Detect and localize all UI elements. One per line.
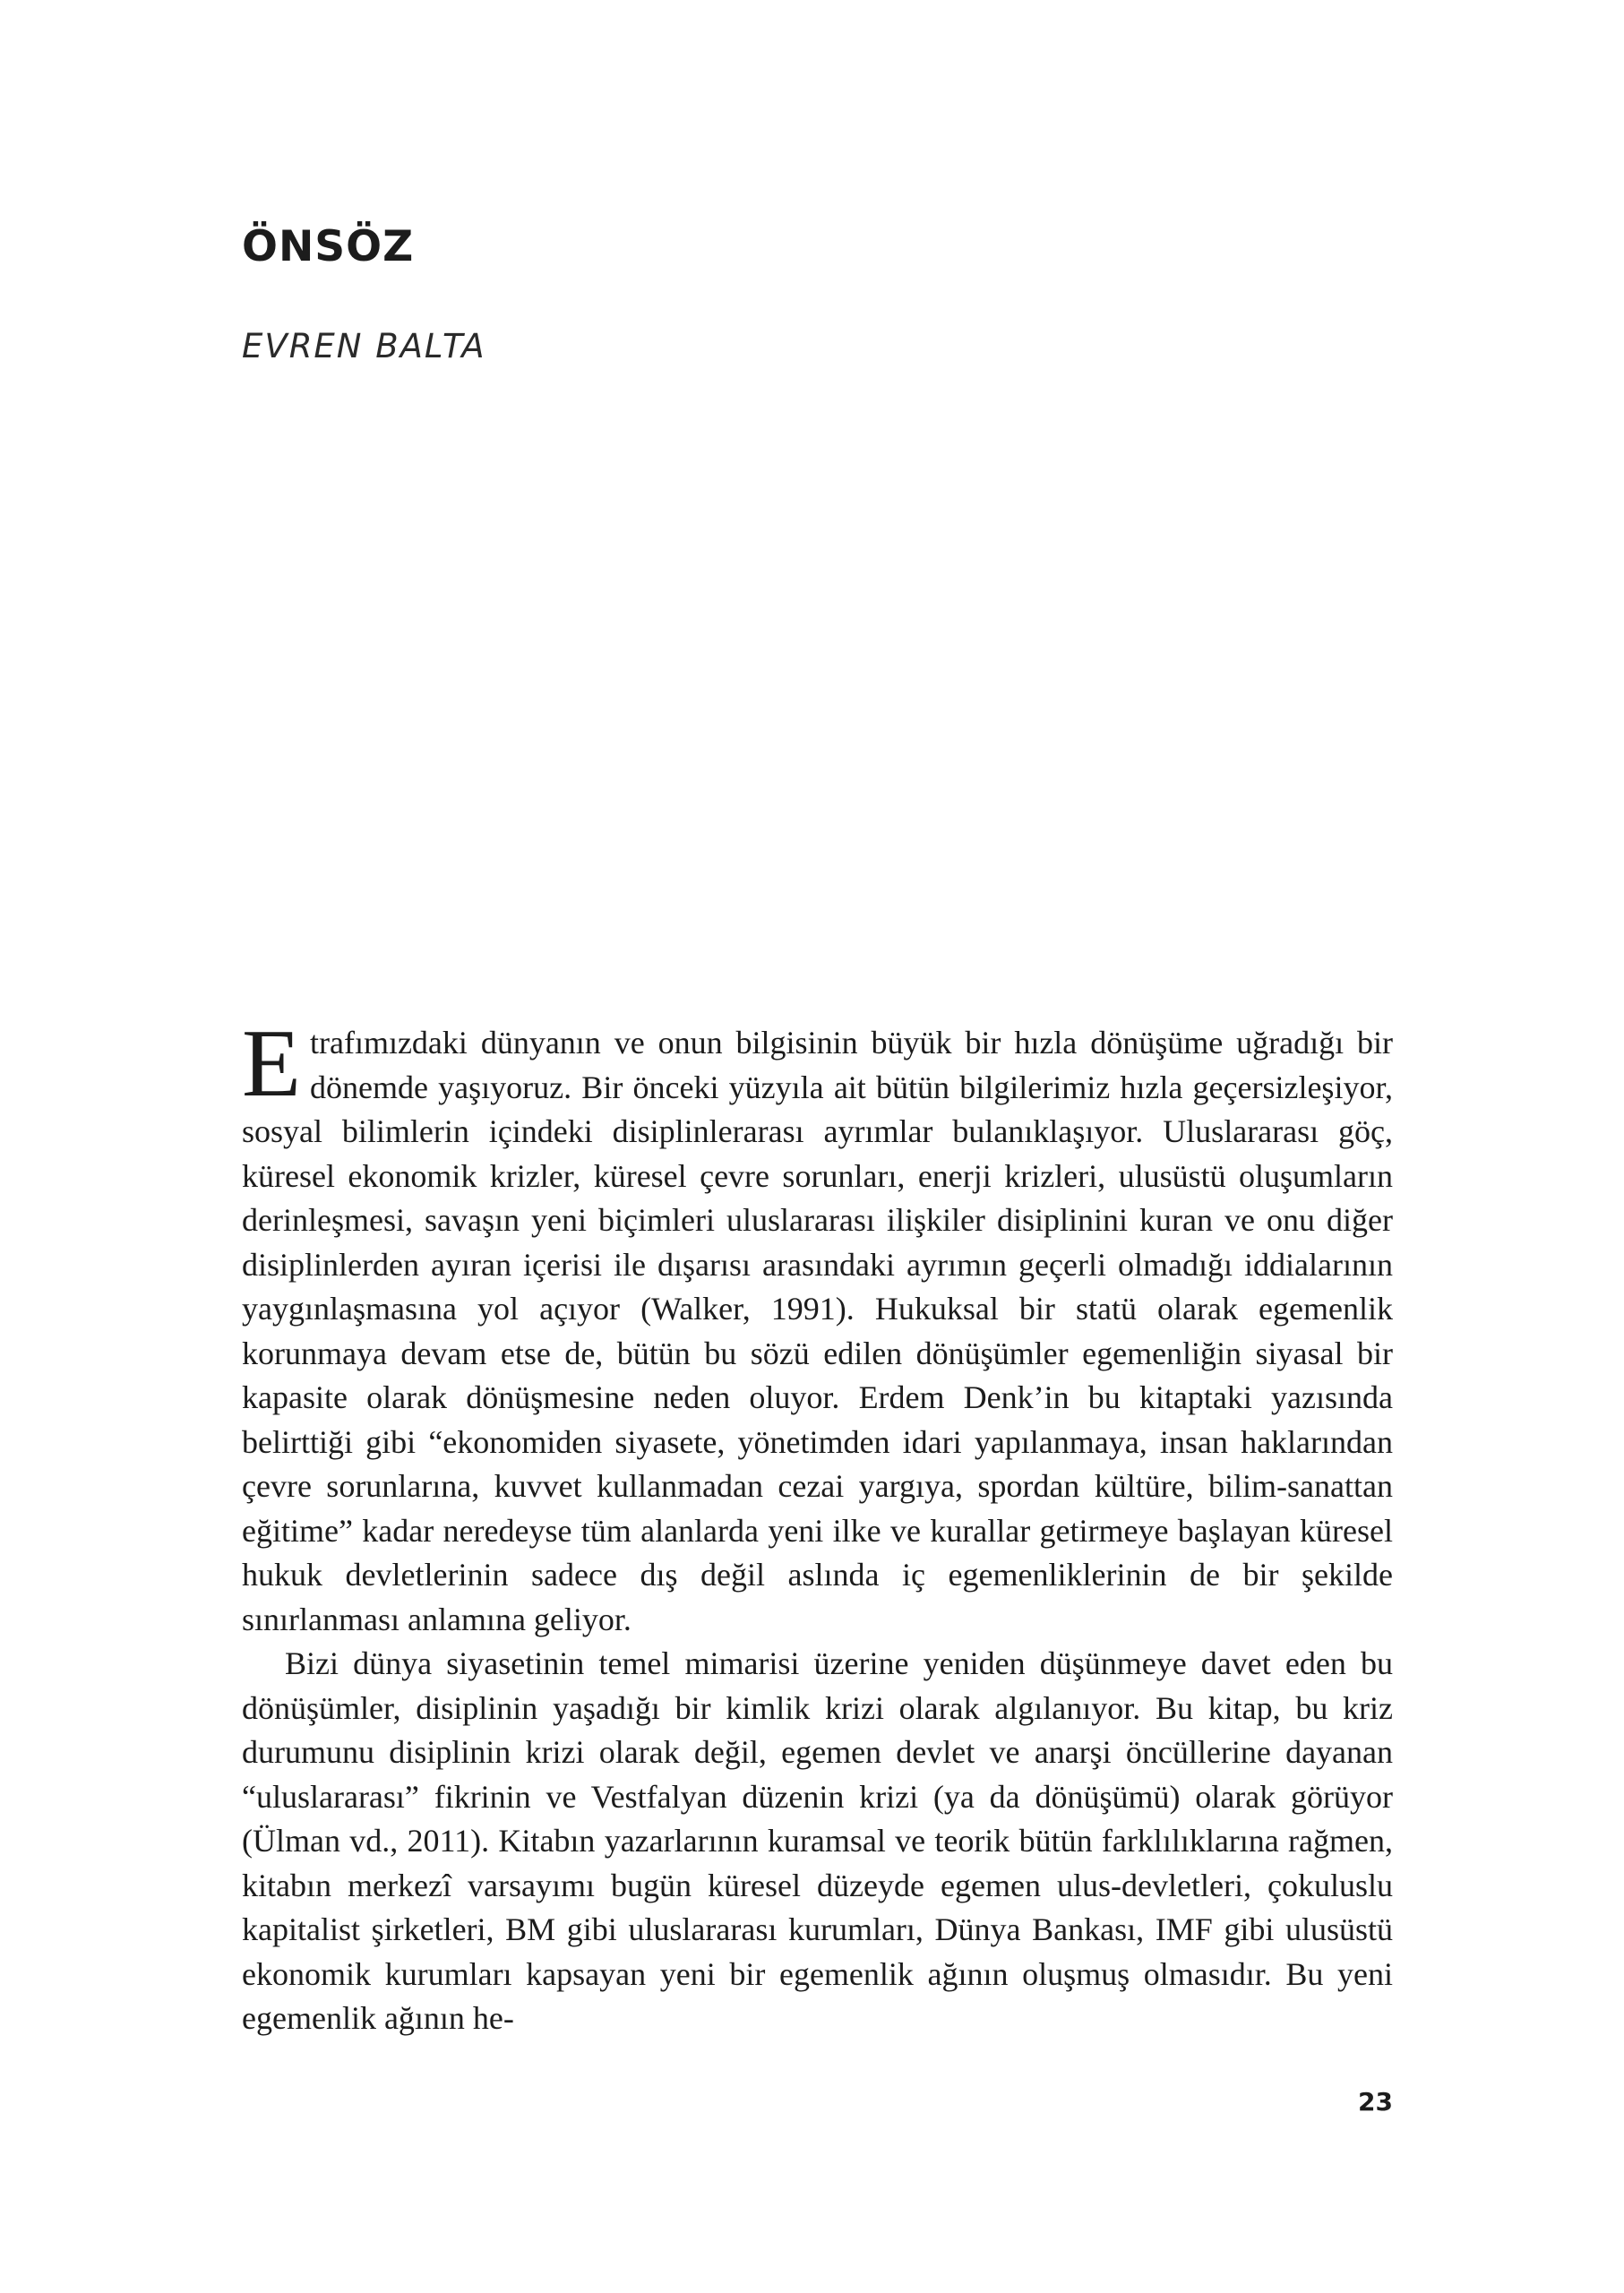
author-name: EVREN BALTA — [242, 327, 486, 365]
paragraph-1-text: trafımızdaki dünyanın ve onun bilgisinin büyük bir hızla dönüşüme uğradığı bir dönemde yaşıyoruz. Bir önceki yüzyıla ait bütün bilgilerimiz hızla geçersizleşiyor, sosyal bilimlerin içindeki disiplinlerarası ayrımlar bulanıklaşıyor. Uluslararası göç, küresel ekonomik krizler, küresel çevre sorunları, enerji krizleri, ulusüstü oluşumların derinleşmesi, savaşın yeni biçimleri uluslararası ilişkiler disiplinini kuran ve onu diğer disiplinlerden ayıran içerisi ile dışarısı arasındaki ayrımın geçerli olmadığı iddialarının yaygınlaşmasına yol açıyor (Walker, 1991). Hukuksal bir statü olarak egemenlik korunmaya devam etse de, bütün bu sözü edilen dönüşümler egemenliğin siyasal bir kapasite olarak dönüşmesine neden oluyor. Erdem Denk’in bu kitaptaki yazısında belirttiği gibi “ekonomiden siyasete, yönetimden idari yapılanmaya, insan haklarından çevre sorunlarına, kuvvet kullanmadan cezai yargıya, spordan kültüre, bilim-sanattan eğitime” kadar neredeyse tüm alanlarda yeni ilke ve kurallar getirmeye başlayan küresel hukuk devletlerinin sadece dış değil aslında iç egemenliklerinin de bir şekilde sınırlanması anlamına geliyor. — [242, 1025, 1393, 1637]
page-number: 23 — [1358, 2087, 1393, 2117]
chapter-title: ÖNSÖZ — [242, 222, 415, 271]
drop-cap: E — [242, 1010, 301, 1117]
body-text — [242, 1010, 1393, 2041]
paragraph-1 — [242, 1010, 1393, 1642]
paragraph-2: Bizi dünya siyasetinin temel mimarisi üzerine yeniden düşünmeye davet eden bu dönüşümler, disiplinin yaşadığı bir kimlik krizi olarak algılanıyor. Bu kitap, bu kriz durumunu disiplinin krizi olarak değil, egemen devlet ve anarşi öncüllerine dayanan “uluslararası” fikrinin ve Vestfalyan düzenin krizi (ya da dönüşümü) olarak görüyor (Ülman vd., 2011). Kitabın yazarlarının kuramsal ve teorik bütün farklılıklarına rağmen, kitabın merkezî varsayımı bugün küresel düzeyde egemen ulus-devletleri, çokuluslu kapitalist şirketleri, BM gibi uluslararası kurumları, Dünya Bankası, IMF gibi ulusüstü ekonomik kurumları kapsayan yeni bir egemenlik ağının oluşmuş olmasıdır. Bu yeni egemenlik ağının he- — [242, 1645, 1393, 2036]
